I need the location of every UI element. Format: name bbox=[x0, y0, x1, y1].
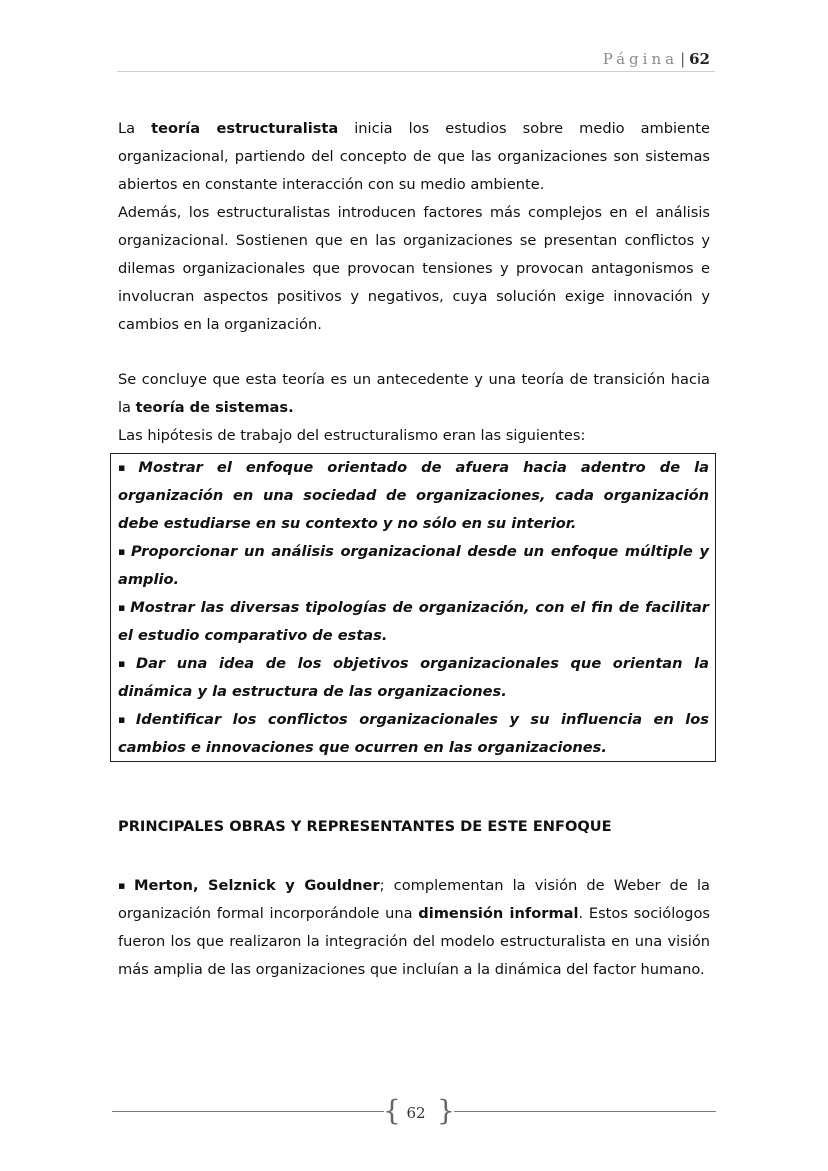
bullet-icon: ▪ bbox=[118, 657, 132, 670]
paragraph-1 bbox=[118, 115, 710, 199]
representatives-text bbox=[118, 872, 710, 984]
hypothesis-text: Proporcionar un análisis organizacional desde un enfoque múltiple y amplio. bbox=[118, 543, 709, 588]
paragraph-3 bbox=[118, 366, 710, 422]
p3-bold-term: teoría de sistemas. bbox=[135, 399, 294, 416]
header-page-number: 62 bbox=[689, 50, 710, 68]
hypothesis-text: Dar una idea de los objetivos organizacionales que orientan la dinámica y la estructura de las organizaciones. bbox=[118, 655, 709, 700]
paragraph-2: Además, los estructuralistas introducen factores más complejos en el análisis organizacional. Sostienen que en las organizaciones se presentan conflictos y dilemas organizacionales que provocan tensiones y provocan antagonismos e involucran aspectos positivos y negativos, cuya solución exige innovación y cambios en la organización. bbox=[118, 204, 710, 333]
paragraph-4 bbox=[118, 872, 710, 984]
bullet-icon: ▪ bbox=[118, 601, 127, 614]
hypothesis-text: Mostrar el enfoque orientado de afuera hacia adentro de la organización en una sociedad de organizaciones, cada organización debe estudiarse en su contexto y no sólo en su interior. bbox=[118, 459, 709, 532]
right-brace-icon: } bbox=[437, 1094, 455, 1127]
footer-rule-right bbox=[454, 1111, 716, 1112]
hypothesis-item bbox=[118, 454, 709, 538]
bullet-icon: ▪ bbox=[118, 879, 130, 892]
p3-text-pre: Se concluye que esta teoría es un antecedente y una teoría de transición hacia la bbox=[118, 371, 710, 416]
footer-rule-left bbox=[112, 1111, 384, 1112]
hypotheses-box bbox=[110, 453, 716, 762]
header-label: Página bbox=[602, 50, 679, 68]
paragraph-3b: Las hipótesis de trabajo del estructuralismo eran las siguientes: bbox=[118, 427, 586, 444]
p4-text-1: ; complementan la visión de Weber de la organización formal incorporándole una bbox=[118, 877, 710, 922]
conclusion-text bbox=[118, 366, 710, 450]
hypothesis-text: Mostrar las diversas tipologías de organización, con el fin de facilitar el estudio comparativo de estas. bbox=[118, 599, 709, 644]
intro-text bbox=[118, 115, 710, 339]
hypothesis-item bbox=[118, 538, 709, 594]
hypothesis-item bbox=[118, 594, 709, 650]
header-rule bbox=[117, 71, 715, 72]
page-header bbox=[603, 50, 710, 68]
authors-names: Merton, Selznick y Gouldner bbox=[133, 877, 380, 894]
section-heading: PRINCIPALES OBRAS Y REPRESENTANTES DE ESTE ENFOQUE bbox=[118, 818, 612, 835]
p4-bold-term: dimensión informal bbox=[418, 905, 579, 922]
bullet-icon: ▪ bbox=[118, 713, 132, 726]
hypothesis-item bbox=[118, 650, 709, 706]
hypothesis-text: Identificar los conflictos organizacionales y su influencia en los cambios e innovaciones que ocurren en las organizaciones. bbox=[118, 711, 709, 756]
left-brace-icon: { bbox=[383, 1094, 401, 1127]
bullet-icon: ▪ bbox=[118, 461, 135, 474]
p1-text-post: inicia los estudios sobre medio ambiente organizacional, partiendo del concepto de que las organizaciones son sistemas abiertos en constante interacción con su medio ambiente. bbox=[118, 120, 710, 193]
footer-page-number: 62 bbox=[406, 1104, 426, 1122]
header-separator: | bbox=[680, 50, 686, 68]
p1-text-pre: La bbox=[118, 120, 152, 137]
hypothesis-item bbox=[118, 706, 709, 762]
bullet-icon: ▪ bbox=[118, 545, 128, 558]
p1-bold-term: teoría estructuralista bbox=[151, 120, 339, 137]
p4-text-2: . Estos sociólogos fueron los que realizaron la integración del modelo estructuralista en una visión más amplia de las organizaciones que incluían a la dinámica del factor humano. bbox=[118, 905, 710, 978]
